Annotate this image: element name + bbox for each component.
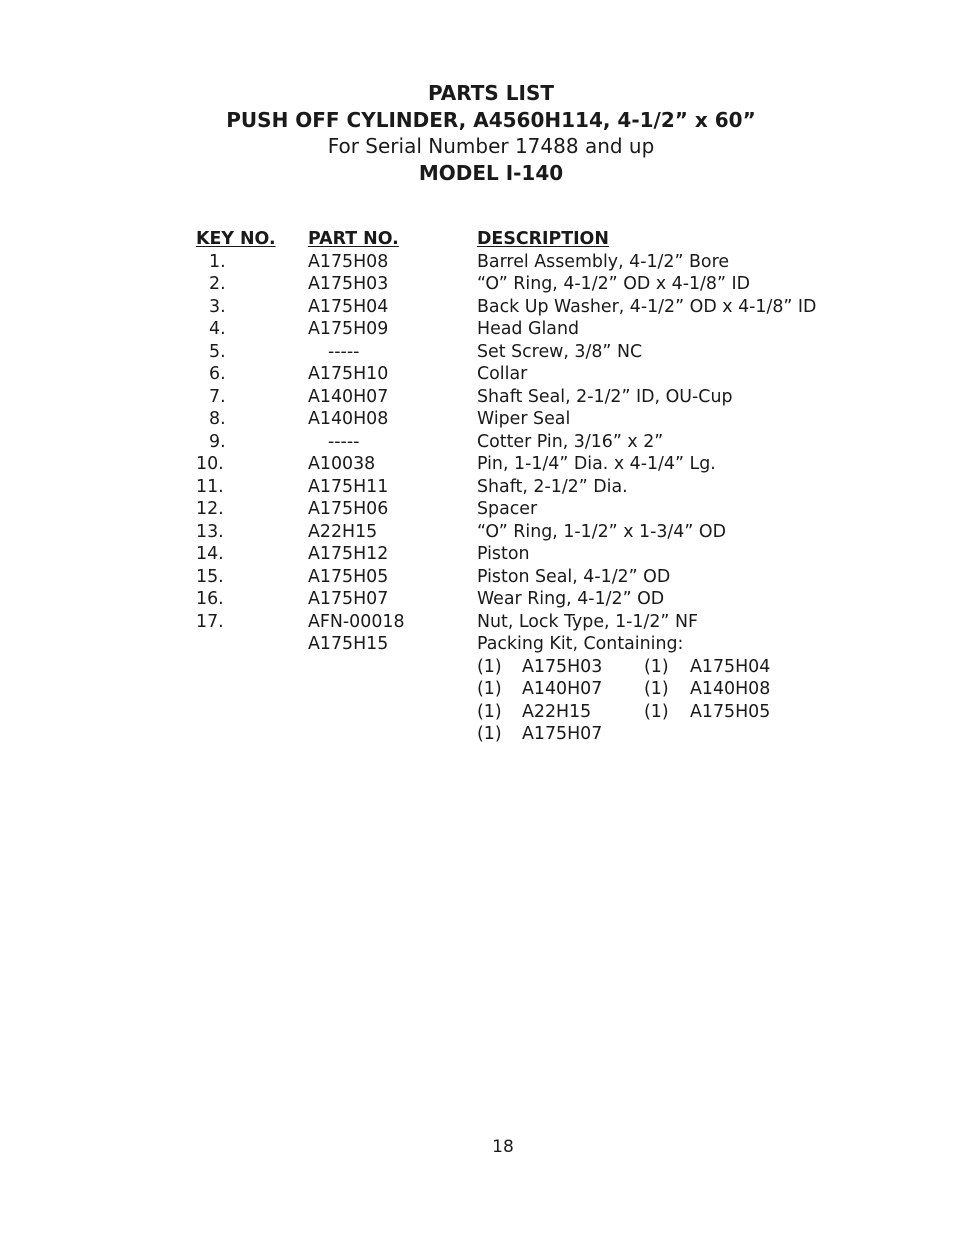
part-number: A175H08 xyxy=(308,251,389,272)
kit-part-number: A175H03 xyxy=(522,656,603,677)
part-number: A22H15 xyxy=(308,521,378,542)
kit-part-number: A140H07 xyxy=(522,679,603,699)
table-row xyxy=(0,588,954,611)
table-row xyxy=(0,318,954,341)
kit-quantity: (1) xyxy=(477,656,502,677)
key-number: 4. xyxy=(209,319,226,339)
part-number: A175H15 xyxy=(308,634,389,654)
part-number: A175H03 xyxy=(308,274,389,294)
part-description: Piston Seal, 4-1/2” OD xyxy=(477,566,671,587)
key-number: 2. xyxy=(209,274,226,294)
part-description: Shaft, 2-1/2” Dia. xyxy=(477,476,628,497)
part-number: A140H08 xyxy=(308,409,389,429)
table-row xyxy=(0,363,954,386)
part-number: A10038 xyxy=(308,454,376,474)
page-number: 18 xyxy=(492,1137,514,1157)
part-number: A175H07 xyxy=(308,589,389,609)
key-number: 12. xyxy=(196,499,224,519)
key-number: 11. xyxy=(196,476,224,497)
kit-quantity: (1) xyxy=(477,701,502,722)
key-number: 15. xyxy=(196,566,224,587)
key-number: 13. xyxy=(196,521,224,542)
column-header-key: KEY NO. xyxy=(196,229,276,249)
key-number: 16. xyxy=(196,589,224,609)
table-row xyxy=(0,386,954,409)
kit-quantity: (1) xyxy=(477,724,502,744)
part-number: A175H04 xyxy=(308,296,389,317)
part-number: A140H07 xyxy=(308,386,389,407)
part-description: Nut, Lock Type, 1-1/2” NF xyxy=(477,611,698,632)
kit-row xyxy=(0,723,954,746)
kit-row xyxy=(0,656,954,679)
key-number: 6. xyxy=(209,364,226,384)
column-header-description: DESCRIPTION xyxy=(477,229,609,249)
key-number: 17. xyxy=(196,611,224,632)
table-row xyxy=(0,521,954,544)
kit-row xyxy=(0,678,954,701)
kit-part-number: A140H08 xyxy=(690,679,771,699)
part-number: A175H10 xyxy=(308,364,389,384)
table-row xyxy=(0,476,954,499)
kit-part-number: A175H04 xyxy=(690,656,771,677)
part-number: A175H12 xyxy=(308,544,389,564)
part-description: Packing Kit, Containing: xyxy=(477,634,684,654)
table-header-row xyxy=(0,228,954,251)
table-row xyxy=(0,251,954,274)
part-number: A175H09 xyxy=(308,319,389,339)
part-number: ----- xyxy=(328,341,360,362)
table-row xyxy=(0,611,954,634)
table-row xyxy=(0,273,954,296)
page-header xyxy=(0,80,954,186)
part-number: ----- xyxy=(328,431,360,452)
kit-row xyxy=(0,701,954,724)
table-row xyxy=(0,431,954,454)
kit-quantity: (1) xyxy=(644,701,669,722)
cylinder-title: PUSH OFF CYLINDER, A4560H114, 4-1/2” x 60” xyxy=(226,107,756,132)
part-description: Wear Ring, 4-1/2” OD xyxy=(477,589,665,609)
part-description: “O” Ring, 4-1/2” OD x 4-1/8” ID xyxy=(477,274,751,294)
table-row xyxy=(0,566,954,589)
part-number: AFN-00018 xyxy=(308,611,405,632)
column-header-part: PART NO. xyxy=(308,229,399,249)
key-number: 7. xyxy=(209,386,226,407)
parts-list-title: PARTS LIST xyxy=(427,81,555,105)
part-description: Cotter Pin, 3/16” x 2” xyxy=(477,431,664,452)
kit-part-number: A22H15 xyxy=(522,701,592,722)
table-row xyxy=(0,453,954,476)
key-number: 8. xyxy=(209,409,226,429)
kit-quantity: (1) xyxy=(644,679,669,699)
part-description: Head Gland xyxy=(477,319,580,339)
key-number: 5. xyxy=(209,341,226,362)
key-number: 14. xyxy=(196,544,224,564)
key-number: 10. xyxy=(196,454,224,474)
table-row xyxy=(0,633,954,656)
kit-part-number: A175H05 xyxy=(690,701,771,722)
part-description: Barrel Assembly, 4-1/2” Bore xyxy=(477,251,730,272)
part-description: “O” Ring, 1-1/2” x 1-3/4” OD xyxy=(477,521,726,542)
part-description: Shaft Seal, 2-1/2” ID, OU-Cup xyxy=(477,386,733,407)
part-number: A175H11 xyxy=(308,476,389,497)
key-number: 9. xyxy=(209,431,226,452)
table-row xyxy=(0,296,954,319)
table-row xyxy=(0,498,954,521)
serial-note: For Serial Number 17488 and up xyxy=(327,134,655,158)
model-title: MODEL I-140 xyxy=(418,160,564,185)
part-description: Wiper Seal xyxy=(477,409,571,429)
part-description: Set Screw, 3/8” NC xyxy=(477,341,643,362)
part-number: A175H06 xyxy=(308,499,389,519)
kit-part-number: A175H07 xyxy=(522,724,603,744)
table-row xyxy=(0,408,954,431)
part-description: Spacer xyxy=(477,499,538,519)
kit-quantity: (1) xyxy=(477,679,502,699)
kit-quantity: (1) xyxy=(644,656,669,677)
table-row xyxy=(0,543,954,566)
parts-table xyxy=(0,228,954,746)
key-number: 3. xyxy=(209,296,226,317)
part-number: A175H05 xyxy=(308,566,389,587)
part-description: Piston xyxy=(477,544,530,564)
table-row xyxy=(0,341,954,364)
part-description: Pin, 1-1/4” Dia. x 4-1/4” Lg. xyxy=(477,454,716,474)
part-description: Collar xyxy=(477,364,528,384)
key-number: 1. xyxy=(209,251,226,272)
part-description: Back Up Washer, 4-1/2” OD x 4-1/8” ID xyxy=(477,296,817,317)
